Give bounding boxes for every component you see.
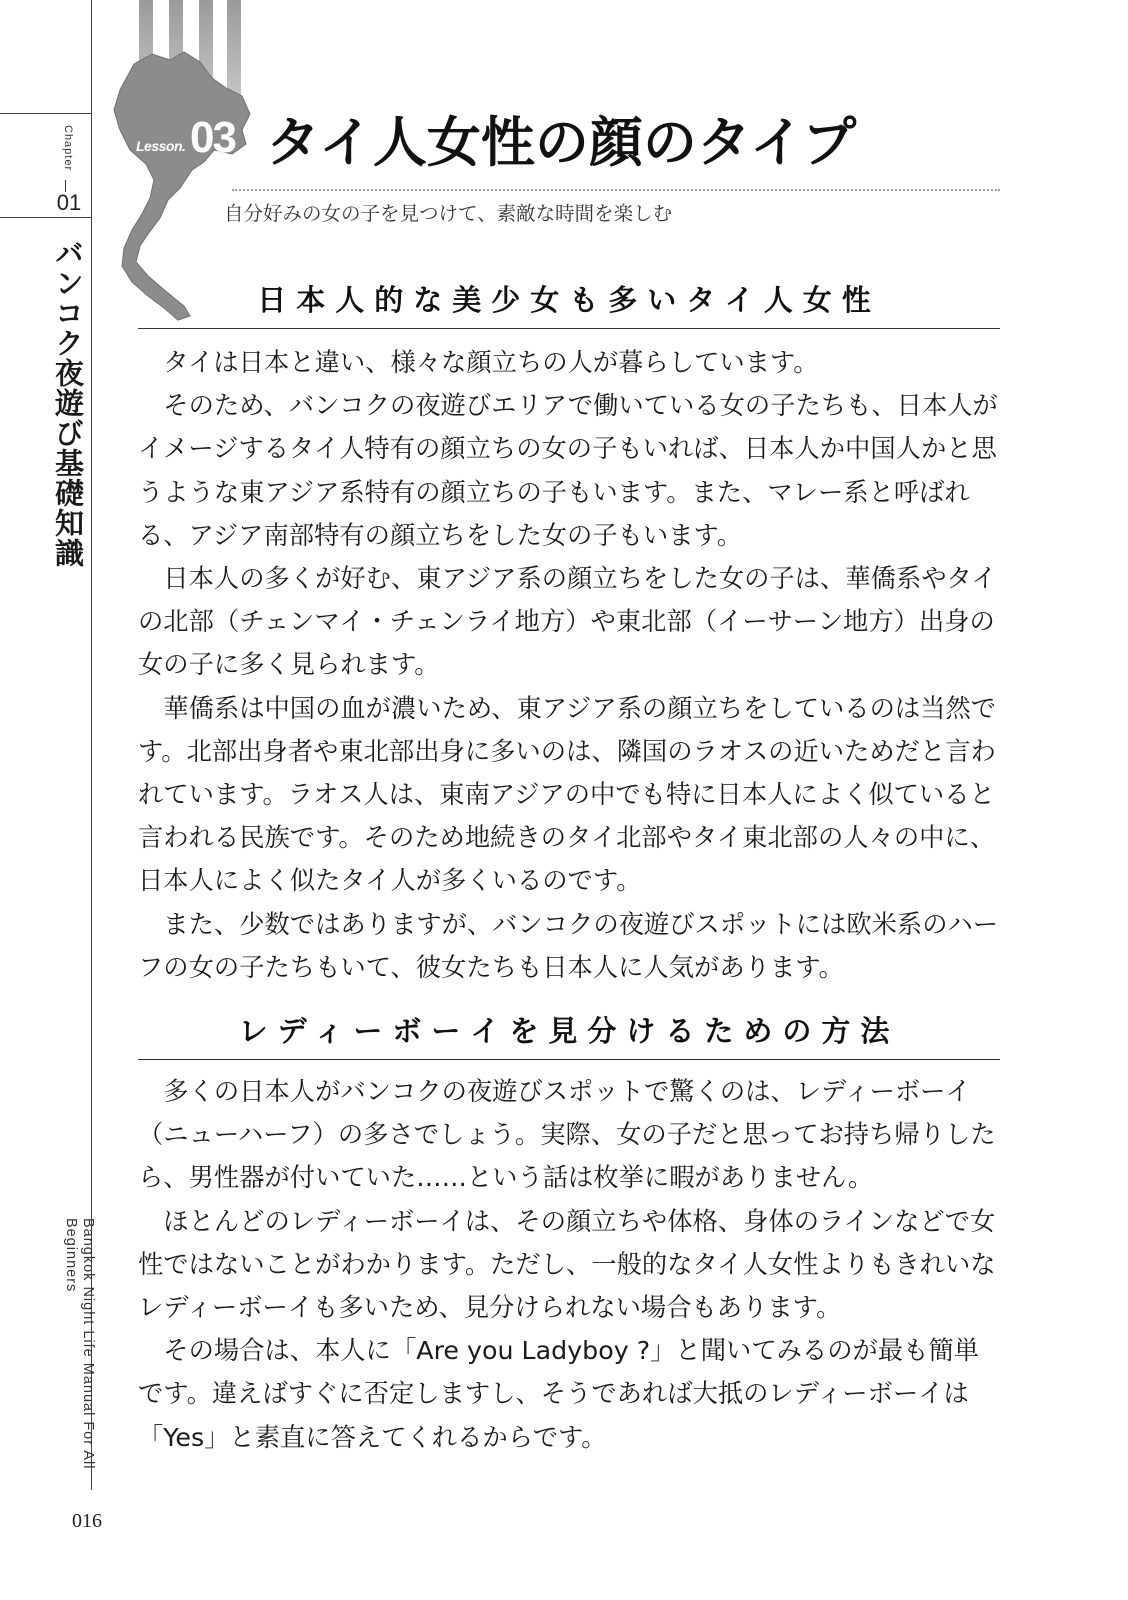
paragraph: そのため、バンコクの夜遊びエリアで働いている女の子たちも、日本人がイメージするタイ人特有の顔立ちの女の子もいれば、日本人か中国人かと思うような東アジア系特有の顔立ちの子もいます。また、マレー系と呼ばれる、アジア南部特有の顔立ちをした女の子もいます。 <box>138 391 998 550</box>
chapter-number: 01 <box>56 190 82 215</box>
lesson-label: Lesson. <box>136 138 186 154</box>
paragraph: 多くの日本人がバンコクの夜遊びスポットで驚くのは、レディーボーイ（ニューハーフ）の多さでしょう。実際、女の子だと思ってお持ち帰りしたら、男性器が付いていた……という話は枚挙に暇がありません。 <box>138 1077 996 1193</box>
section-heading: レディーボーイを見分けるための方法 <box>238 1014 900 1048</box>
chapter-label: Chapter <box>62 125 74 172</box>
section-body <box>138 341 1000 989</box>
section-body <box>138 1070 1000 1459</box>
paragraph: また、少数ではありますが、バンコクの夜遊びスポットには欧米系のハーフの女の子たちもいて、彼女たちも日本人に人気があります。 <box>138 909 999 982</box>
title-dotted-rule <box>232 189 1000 191</box>
chapter-rule-bottom <box>0 217 91 218</box>
paragraph: ほとんどのレディーボーイは、その顔立ちや体格、身体のラインなどで女性ではないことがわかります。ただし、一般的なタイ人女性よりもきれいなレディーボーイも多いため、見分けられない場合もあります。 <box>138 1206 996 1323</box>
section-rule <box>138 1059 1000 1060</box>
page-number: 016 <box>72 1510 102 1532</box>
page-subtitle: 自分好みの女の子を見つけて、素敵な時間を楽しむ <box>224 202 673 225</box>
paragraph: その場合は、本人に「Are you Ladyboy ?」と聞いてみるのが最も簡単です。違えばすぐに否定しますし、そうであれば大抵のレディーボーイは「Yes」と素直に答えてくれるからです。 <box>138 1336 979 1452</box>
section-rule <box>138 328 1000 329</box>
chapter-title: バンコク夜遊び基礎知識 <box>51 238 85 568</box>
book-title: Bangkok Night Life Manual For All Beginners <box>63 1218 96 1470</box>
paragraph: タイは日本と違い、様々な顔立ちの人が暮らしています。 <box>163 348 819 377</box>
page-title: タイ人女性の顔のタイプ <box>266 111 857 174</box>
chapter-rule-top <box>0 113 91 114</box>
paragraph: 日本人の多くが好む、東アジア系の顔立ちをした女の子は、華僑系やタイの北部（チェンマイ・チェンライ地方）や東北部（イーサーン地方）出身の女の子に多く見られます。 <box>138 564 997 680</box>
lesson-number: 03 <box>190 113 235 162</box>
section-heading: 日本人的な美少女も多いタイ人女性 <box>257 283 881 317</box>
paragraph: 華僑系は中国の血が濃いため、東アジア系の顔立ちをしているのは当然です。北部出身者や東北部出身に多いのは、隣国のラオスの近いためだと言われています。ラオス人は、東南アジアの中でも特に日本人によく似ていると言われる民族です。そのため地続きのタイ北部やタイ東北部の人々の中に、日本人によく似たタイ人が多くいるのです。 <box>138 693 997 896</box>
